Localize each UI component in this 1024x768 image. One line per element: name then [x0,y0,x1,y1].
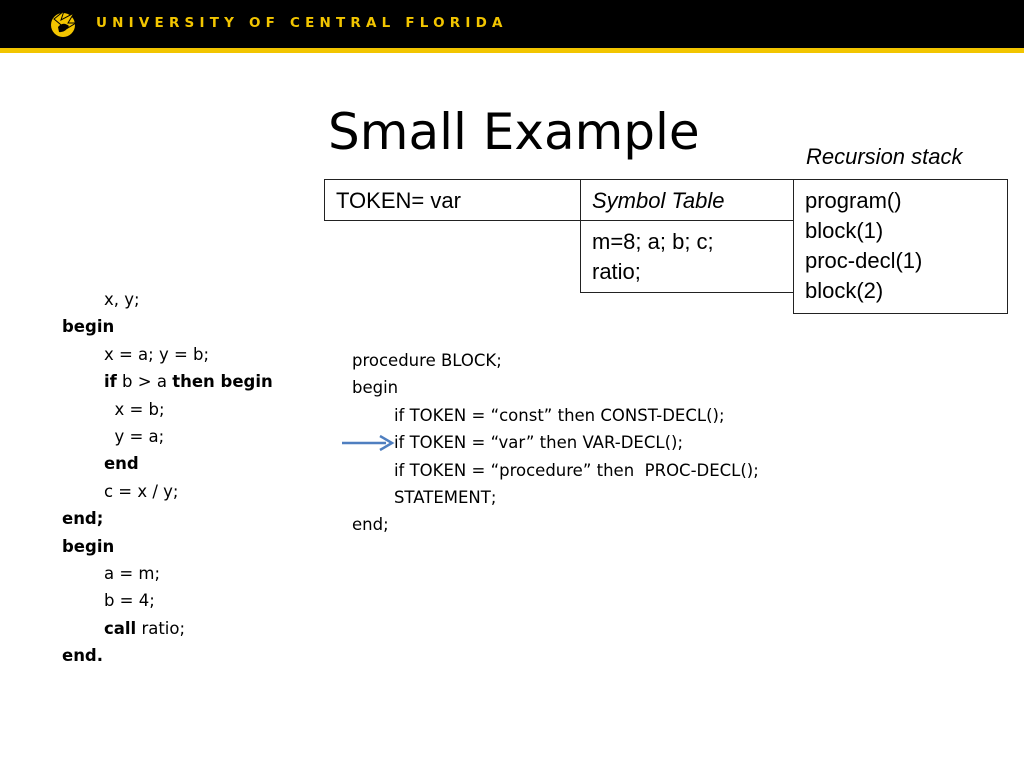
code-line: STATEMENT; [352,487,497,507]
code-text [62,619,104,638]
code-keyword: end. [62,646,104,666]
program-source-code [62,286,273,669]
code-keyword: begin [62,536,115,556]
code-keyword: then begin [172,372,273,392]
code-text: a = m; [62,563,161,583]
code-line: if TOKEN = “const” then CONST-DECL(); [352,405,725,425]
code-line [62,368,273,395]
code-line [62,478,273,505]
code-line [62,396,273,423]
symbol-table-line: ratio; [592,259,641,284]
code-line: procedure BLOCK; [352,351,502,370]
code-line [62,560,273,587]
stack-frame: proc-decl(1) [805,248,923,273]
code-line: if TOKEN = “var” then VAR-DECL(); [352,433,683,453]
token-box: TOKEN= var [324,179,581,221]
header-gold-stripe [0,48,1024,53]
symbol-table-line: m=8; a; b; c; [592,229,714,254]
code-keyword: if [103,372,117,392]
stack-frame: block(1) [805,218,884,243]
code-line [62,615,273,642]
university-header-bar [0,0,1024,48]
code-text: x = a; y = b; [62,344,210,364]
code-text: c = x / y; [62,481,179,501]
code-text: x = b; [62,399,165,419]
code-line [62,423,273,450]
code-text [62,454,104,473]
code-line: end; [352,515,389,535]
recursion-stack-label: Recursion stack [806,144,963,169]
stack-frame: block(2) [805,278,884,303]
code-line [62,313,273,340]
code-text [62,372,104,391]
code-line [62,505,273,532]
code-line: if TOKEN = “procedure” then PROC-DECL(); [352,460,759,480]
procedure-block-code [352,347,759,539]
code-keyword: call [103,618,137,638]
code-line [62,533,273,560]
code-line [62,341,273,368]
recursion-stack-box [793,179,1008,314]
code-text: x, y; [62,290,140,309]
stack-frame: program() [805,188,902,213]
code-text: y = a; [62,426,165,446]
right-arrow-icon [340,432,396,454]
symbol-table-header: Symbol Table [580,179,794,221]
code-line: begin [352,378,399,398]
symbol-table-body [580,220,794,293]
slide-title: Small Example [328,103,700,161]
code-line [62,286,273,313]
code-line [62,450,273,477]
code-line [62,642,273,669]
code-text: b = 4; [62,591,155,611]
code-text: b > a [116,372,173,392]
code-line [62,587,273,614]
university-name: UNIVERSITY OF CENTRAL FLORIDA [96,15,508,31]
pegasus-logo-icon [48,9,80,39]
code-text: ratio; [136,618,186,638]
code-keyword: end [103,454,139,474]
code-keyword: begin [62,317,115,337]
code-keyword: end; [62,509,104,529]
